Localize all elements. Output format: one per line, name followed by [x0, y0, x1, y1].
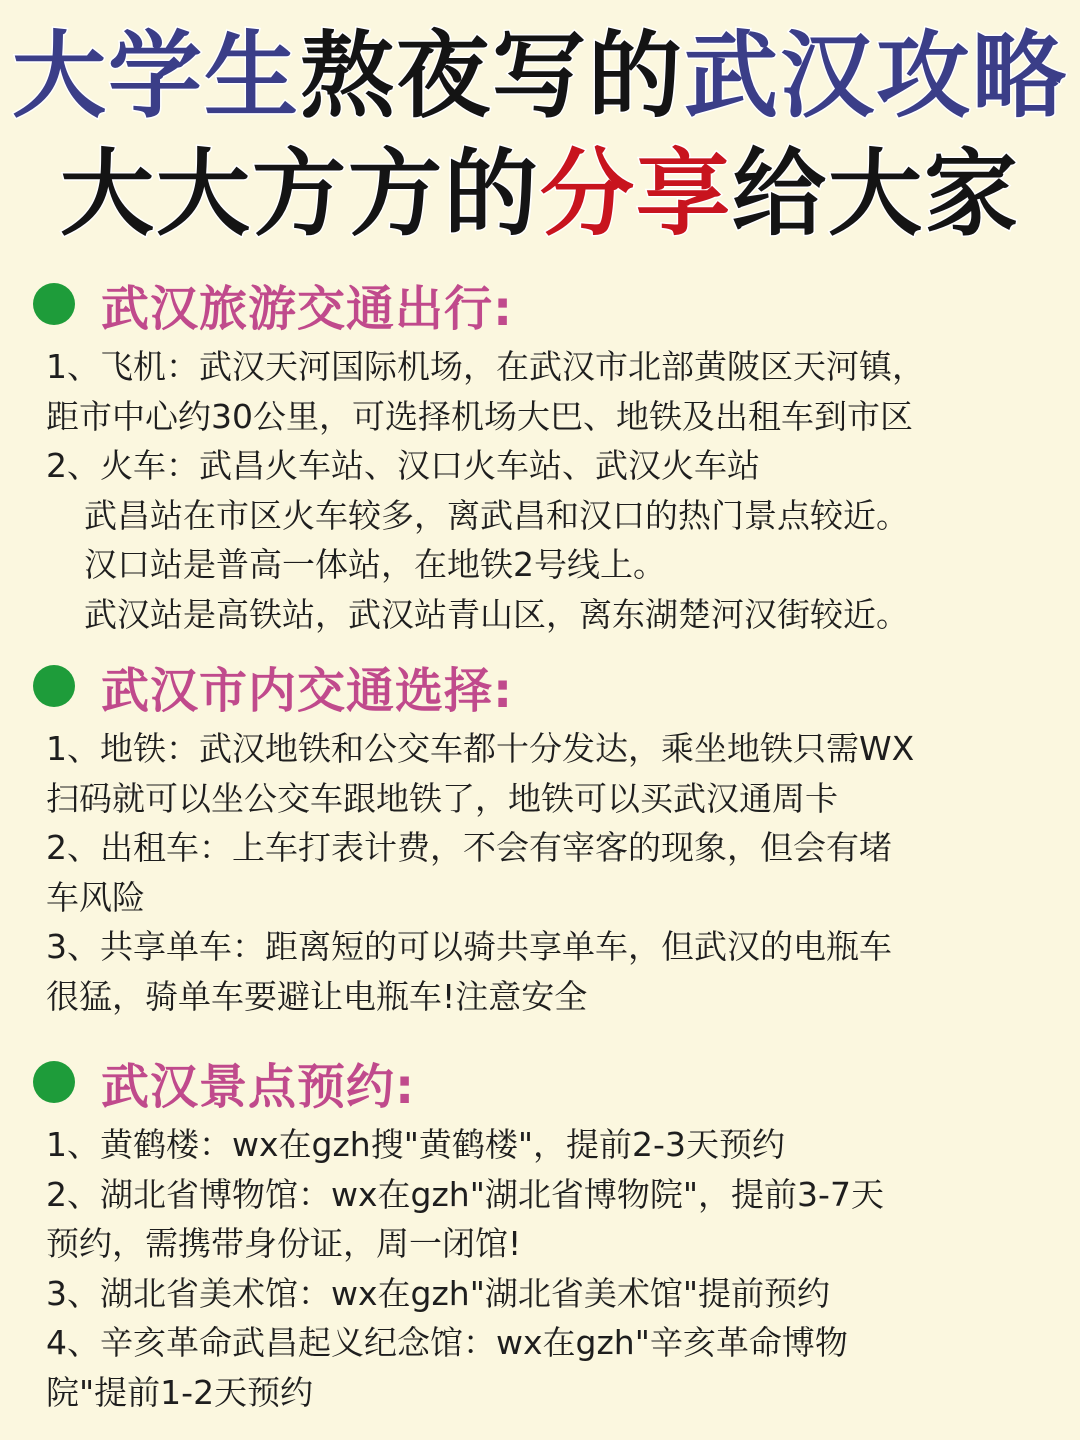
text-line: 很猛，骑单车要避让电瓶车!注意安全 — [46, 976, 588, 1016]
title-segment: 大学生 — [11, 22, 300, 131]
text-line: 2、湖北省博物馆：wx在gzh"湖北省博物院"，提前3-7天 — [46, 1174, 884, 1214]
green-bullet-icon — [33, 1061, 75, 1103]
text-line: 武汉站是高铁站，武汉站青山区，离东湖楚河汉街较近。 — [84, 594, 909, 634]
section-header — [0, 1050, 1080, 1114]
section-header — [0, 272, 1080, 336]
section-title: 武汉景点预约: — [101, 1058, 416, 1115]
section-title: 武汉旅游交通出行: — [101, 280, 514, 337]
section-transport-travel — [0, 272, 1080, 639]
text-line: 扫码就可以坐公交车跟地铁了，地铁可以买武汉通周卡 — [46, 778, 838, 818]
page-title-line-1 — [0, 22, 1080, 132]
section-body — [0, 724, 1080, 1021]
green-bullet-icon — [33, 665, 75, 707]
title-segment: 给大家 — [732, 140, 1021, 249]
section-body — [0, 1120, 1080, 1417]
text-line: 4、辛亥革命武昌起义纪念馆：wx在gzh"辛亥革命博物 — [46, 1323, 848, 1362]
text-line: 1、飞机：武汉天河国际机场，在武汉市北部黄陂区天河镇， — [46, 347, 925, 386]
text-line: 武昌站在市区火车较多，离武昌和汉口的热门景点较近。 — [84, 495, 909, 535]
text-line: 1、黄鹤楼：wx在gzh搜"黄鹤楼"，提前2-3天预约 — [46, 1125, 785, 1164]
title-segment: 分享 — [539, 140, 732, 249]
title-segment: 大大方方的 — [59, 140, 540, 249]
section-title: 武汉市内交通选择: — [101, 662, 514, 719]
text-line: 2、出租车：上车打表计费，不会有宰客的现象，但会有堵 — [46, 828, 892, 867]
text-line: 距市中心约30公里，可选择机场大巴、地铁及出租车到市区 — [46, 396, 913, 436]
section-city-transport — [0, 654, 1080, 1021]
section-body — [0, 342, 1080, 639]
page-title-line-2 — [0, 140, 1080, 250]
text-line: 3、共享单车：距离短的可以骑共享单车，但武汉的电瓶车 — [46, 927, 892, 966]
section-header — [0, 654, 1080, 718]
text-line: 2、火车：武昌火车站、汉口火车站、武汉火车站 — [46, 446, 760, 485]
text-line: 院"提前1-2天预约 — [46, 1372, 314, 1412]
green-bullet-icon — [33, 283, 75, 325]
text-line: 3、湖北省美术馆：wx在gzh"湖北省美术馆"提前预约 — [46, 1273, 831, 1313]
title-segment: 熬夜写的 — [299, 22, 684, 131]
title-segment: 武汉攻略 — [684, 22, 1069, 131]
text-line: 车风险 — [46, 877, 145, 917]
text-line: 1、地铁：武汉地铁和公交车都十分发达，乘坐地铁只需WX — [46, 729, 915, 768]
section-attraction-booking — [0, 1050, 1080, 1417]
text-line: 汉口站是普高一体站，在地铁2号线上。 — [84, 545, 666, 584]
text-line: 预约，需携带身份证，周一闭馆! — [46, 1224, 522, 1263]
